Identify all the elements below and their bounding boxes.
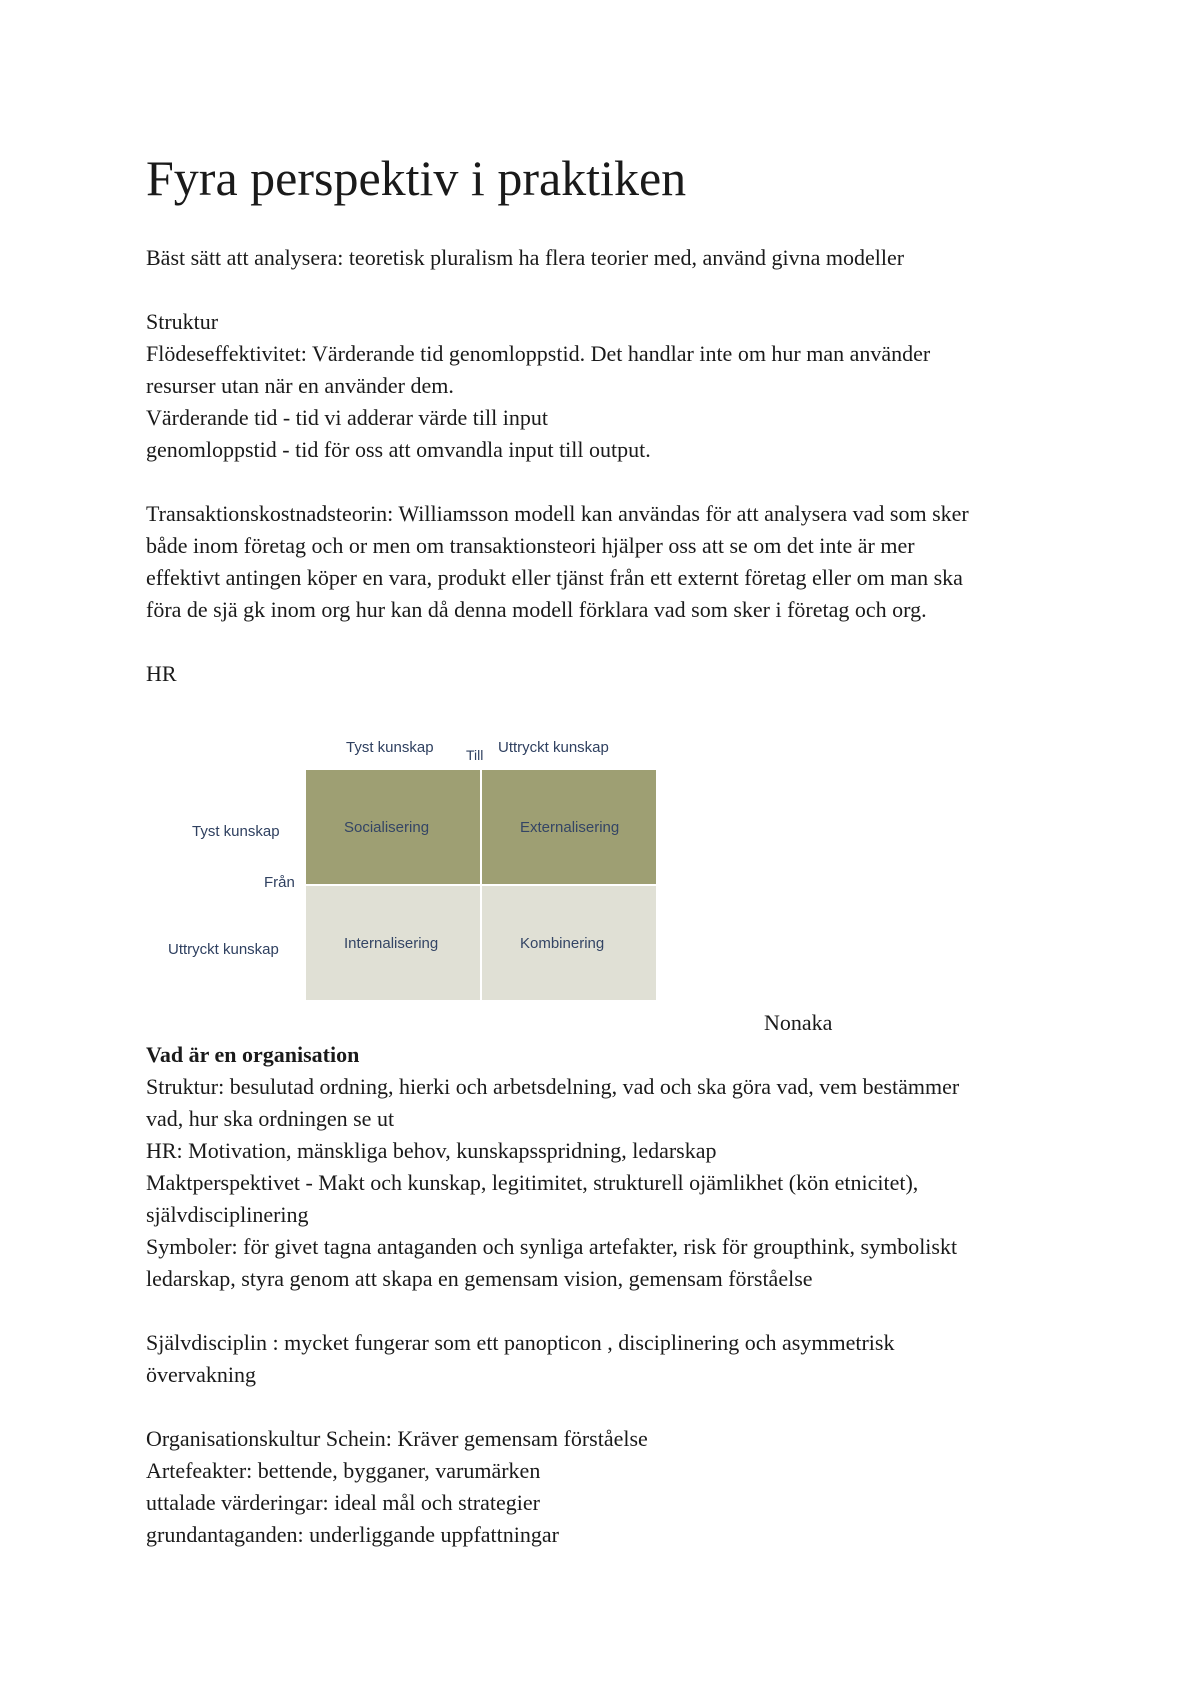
column-label-uttryckt: Uttryckt kunskap [498,739,609,756]
transaktion-line: både inom företag och or men om transaktionsteori hjälper oss att se om det inte är mer [146,533,915,558]
transaktion-line: föra de sjä gk inom org hur kan då denna modell förklara vad som sker i företag och org. [146,597,927,622]
cell-socialisering: Socialisering [306,770,480,884]
cell-internalisering: Internalisering [306,886,480,1000]
row-label-uttryckt: Uttryckt kunskap [168,941,279,958]
kultur-line: Artefeakter: bettende, bygganer, varumärken [146,1458,541,1483]
cell-externalisering: Externalisering [482,770,656,884]
kultur-line: uttalade värderingar: ideal mål och strategier [146,1490,540,1515]
transaktion-line: effektivt antingen köper en vara, produkt eller tjänst från ett externt företag eller om man ska [146,565,963,590]
sjalvdisciplin-line: Självdisciplin : mycket fungerar som ett panopticon , disciplinering och asymmetrisk [146,1330,895,1355]
diagram-caption: Nonaka [764,1010,833,1035]
fran-label: Från [264,874,295,891]
struktur-line: Flödeseffektivitet: Värderande tid genomloppstid. Det handlar inte om hur man använder [146,341,931,366]
struktur-line: genomloppstid - tid för oss att omvandla input till output. [146,437,651,462]
till-label: Till [466,747,484,763]
organisation-line: Symboler: för givet tagna antaganden och synliga artefakter, risk för groupthink, symboliskt [146,1234,958,1259]
sjalvdisciplin-line: övervakning [146,1362,256,1387]
organisation-line: självdisciplinering [146,1202,309,1227]
organisation-line: ledarskap, styra genom att skapa en gemensam vision, gemensam förståelse [146,1266,813,1291]
kultur-line: Organisationskultur Schein: Kräver gemensam förståelse [146,1426,648,1451]
kultur-line: grundantaganden: underliggande uppfattningar [146,1522,559,1547]
transaktion-line: Transaktionskostnadsteorin: Williamsson modell kan användas för att analysera vad som sker [146,501,969,526]
struktur-heading: Struktur [146,309,219,334]
organisation-line: Maktperspektivet - Makt och kunskap, legitimitet, strukturell ojämlikhet (kön etnicitet), [146,1170,919,1195]
intro-text: Bäst sätt att analysera: teoretisk pluralism ha flera teorier med, använd givna modeller [146,245,905,270]
page-title: Fyra perspektiv i praktiken [146,150,687,206]
organisation-line: Struktur: besulutad ordning, hierki och arbetsdelning, vad och ska göra vad, vem bestämmer [146,1074,960,1099]
row-label-tyst: Tyst kunskap [192,823,280,840]
organisation-line: HR: Motivation, mänskliga behov, kunskapsspridning, ledarskap [146,1138,717,1163]
struktur-line: resurser utan när en använder dem. [146,373,454,398]
column-label-tyst: Tyst kunskap [346,739,434,756]
cell-kombinering: Kombinering [482,886,656,1000]
struktur-line: Värderande tid - tid vi adderar värde till input [146,405,548,430]
organisation-heading: Vad är en organisation [146,1042,360,1067]
nonaka-diagram [146,730,686,1010]
hr-heading: HR [146,661,177,686]
organisation-line: vad, hur ska ordningen se ut [146,1106,395,1131]
